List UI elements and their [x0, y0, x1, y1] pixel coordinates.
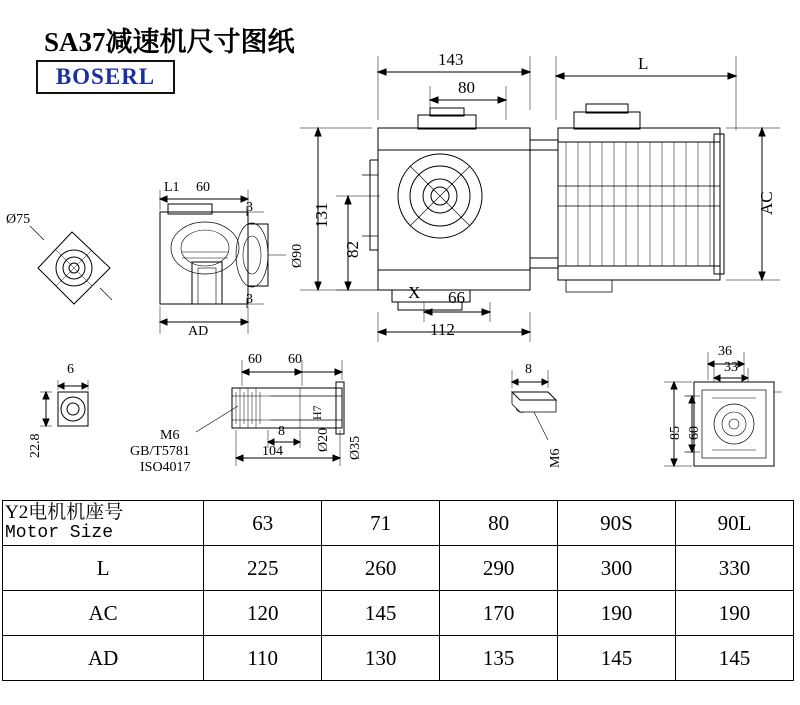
dim-AC: AC — [757, 191, 776, 215]
row-label-ad: AD — [3, 636, 204, 681]
cell-ac-90l: 190 — [675, 591, 793, 636]
dim-104: 104 — [262, 444, 283, 459]
dim-82: 82 — [343, 241, 362, 258]
dim-od35: Ø35 — [348, 435, 363, 460]
size-90l: 90L — [675, 501, 793, 546]
table-row — [3, 636, 794, 681]
row-label-l: L — [3, 546, 204, 591]
cell-ad-71: 130 — [322, 636, 440, 681]
dim-6: 6 — [67, 362, 74, 377]
cell-ad-63: 110 — [204, 636, 322, 681]
cell-ad-80: 135 — [440, 636, 558, 681]
dim-L1: L1 — [164, 180, 180, 195]
dim-60-a: 60 — [248, 352, 262, 367]
dim-dia90: Ø90 — [290, 243, 305, 268]
cell-ac-80: 170 — [440, 591, 558, 636]
row-label-ac: AC — [3, 591, 204, 636]
dim-60-b: 60 — [288, 352, 302, 367]
cell-ad-90l: 145 — [675, 636, 793, 681]
cell-l-80: 290 — [440, 546, 558, 591]
dim-8-flange: 8 — [278, 424, 285, 439]
spec-table — [2, 500, 794, 681]
dim-dia75: Ø75 — [6, 212, 31, 227]
note-gb-t5781: GB/T5781 — [130, 444, 190, 459]
brand-logo-text: BOSERL — [55, 64, 156, 89]
size-80: 80 — [440, 501, 558, 546]
cell-l-71: 260 — [322, 546, 440, 591]
dim-60-end: 60 — [687, 426, 702, 440]
note-iso4017: ISO4017 — [140, 460, 191, 475]
dim-L: L — [638, 54, 649, 73]
cell-ac-63: 120 — [204, 591, 322, 636]
dim-22-8: 22.8 — [28, 433, 43, 458]
dim-80: 80 — [458, 78, 475, 97]
cell-l-90l: 330 — [675, 546, 793, 591]
dim-36: 36 — [718, 344, 732, 359]
cell-ad-90s: 145 — [558, 636, 676, 681]
cell-ac-90s: 190 — [558, 591, 676, 636]
dim-112: 112 — [430, 320, 455, 339]
note-m6-key: M6 — [548, 448, 563, 468]
dim-bore20-fit: H7 — [310, 405, 324, 420]
table-header-en: Motor Size — [5, 523, 114, 543]
dim-131: 131 — [312, 202, 331, 228]
marker-x: X — [408, 283, 421, 302]
dim-bore20: Ø20 — [316, 427, 331, 452]
table-header-row — [3, 501, 794, 546]
page-title: SA37减速机尺寸图纸 — [44, 27, 295, 57]
dim-60-left: 60 — [196, 180, 210, 195]
table-row — [3, 546, 794, 591]
table-header-cn: Y2电机机座号 — [5, 502, 124, 523]
dim-85: 85 — [668, 426, 683, 440]
dim-33: 33 — [724, 360, 738, 375]
cell-ac-71: 145 — [322, 591, 440, 636]
dim-66: 66 — [448, 288, 465, 307]
note-m6: M6 — [160, 428, 180, 443]
table-row — [3, 591, 794, 636]
dim-3-bottom: 3 — [246, 292, 253, 307]
dim-8-key: 8 — [525, 362, 532, 377]
dim-143: 143 — [438, 50, 464, 69]
table-header-label — [3, 501, 204, 546]
size-71: 71 — [322, 501, 440, 546]
size-90s: 90S — [558, 501, 676, 546]
size-63: 63 — [204, 501, 322, 546]
cell-l-90s: 300 — [558, 546, 676, 591]
dim-AD-view: AD — [188, 324, 209, 339]
cell-l-63: 225 — [204, 546, 322, 591]
dim-3-top: 3 — [246, 200, 253, 215]
